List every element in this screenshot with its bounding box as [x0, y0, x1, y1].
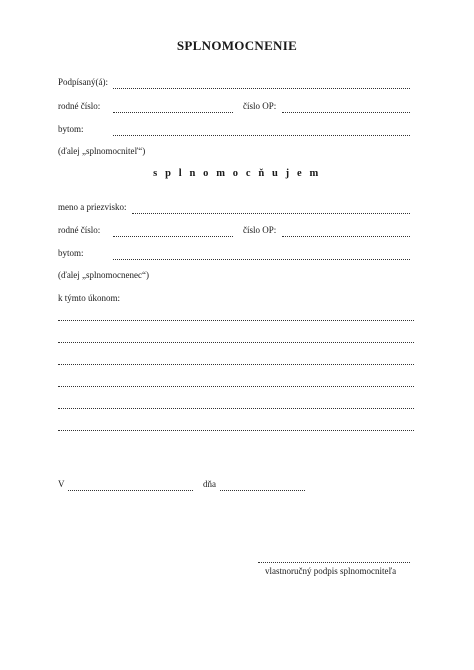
- attorney-id-card-label: číslo OP:: [243, 225, 277, 235]
- signature-caption: vlastnoručný podpis splnomocniteľa: [265, 566, 397, 576]
- attorney-residence-field[interactable]: [113, 259, 410, 260]
- document-title: SPLNOMOCNENIE: [176, 38, 298, 53]
- grantor-residence-label: bytom:: [58, 124, 84, 134]
- acts-line[interactable]: [58, 320, 414, 321]
- signature-line[interactable]: [258, 562, 410, 563]
- acts-line[interactable]: [58, 408, 414, 409]
- grantor-birth-number-label: rodné číslo:: [58, 101, 101, 111]
- grantor-id-card-field[interactable]: [282, 112, 410, 113]
- grantor-id-card-label: číslo OP:: [243, 101, 277, 111]
- place-prefix: V: [58, 479, 65, 489]
- attorney-birth-number-field[interactable]: [113, 236, 233, 237]
- action-heading: s p l n o m o c ň u j e m: [153, 168, 321, 179]
- attorney-id-card-field[interactable]: [282, 236, 410, 237]
- signed-label: Podpísaný(á):: [58, 77, 108, 87]
- attorney-residence-label: bytom:: [58, 248, 84, 258]
- attorney-name-label: meno a priezvisko:: [58, 202, 127, 212]
- attorney-alias: (ďalej „splnomocnenec“): [58, 270, 150, 280]
- date-label: dňa: [203, 479, 216, 489]
- attorney-birth-number-label: rodné číslo:: [58, 225, 101, 235]
- date-field[interactable]: [220, 490, 305, 491]
- signed-name-field[interactable]: [113, 88, 410, 89]
- acts-line[interactable]: [58, 342, 414, 343]
- grantor-birth-number-field[interactable]: [113, 112, 233, 113]
- place-field[interactable]: [68, 490, 193, 491]
- acts-line[interactable]: [58, 364, 414, 365]
- attorney-name-field[interactable]: [132, 213, 410, 214]
- acts-line[interactable]: [58, 430, 414, 431]
- grantor-residence-field[interactable]: [113, 135, 410, 136]
- acts-label: k týmto úkonom:: [58, 293, 121, 303]
- acts-line[interactable]: [58, 386, 414, 387]
- grantor-alias: (ďalej „splnomocniteľ“): [58, 146, 146, 156]
